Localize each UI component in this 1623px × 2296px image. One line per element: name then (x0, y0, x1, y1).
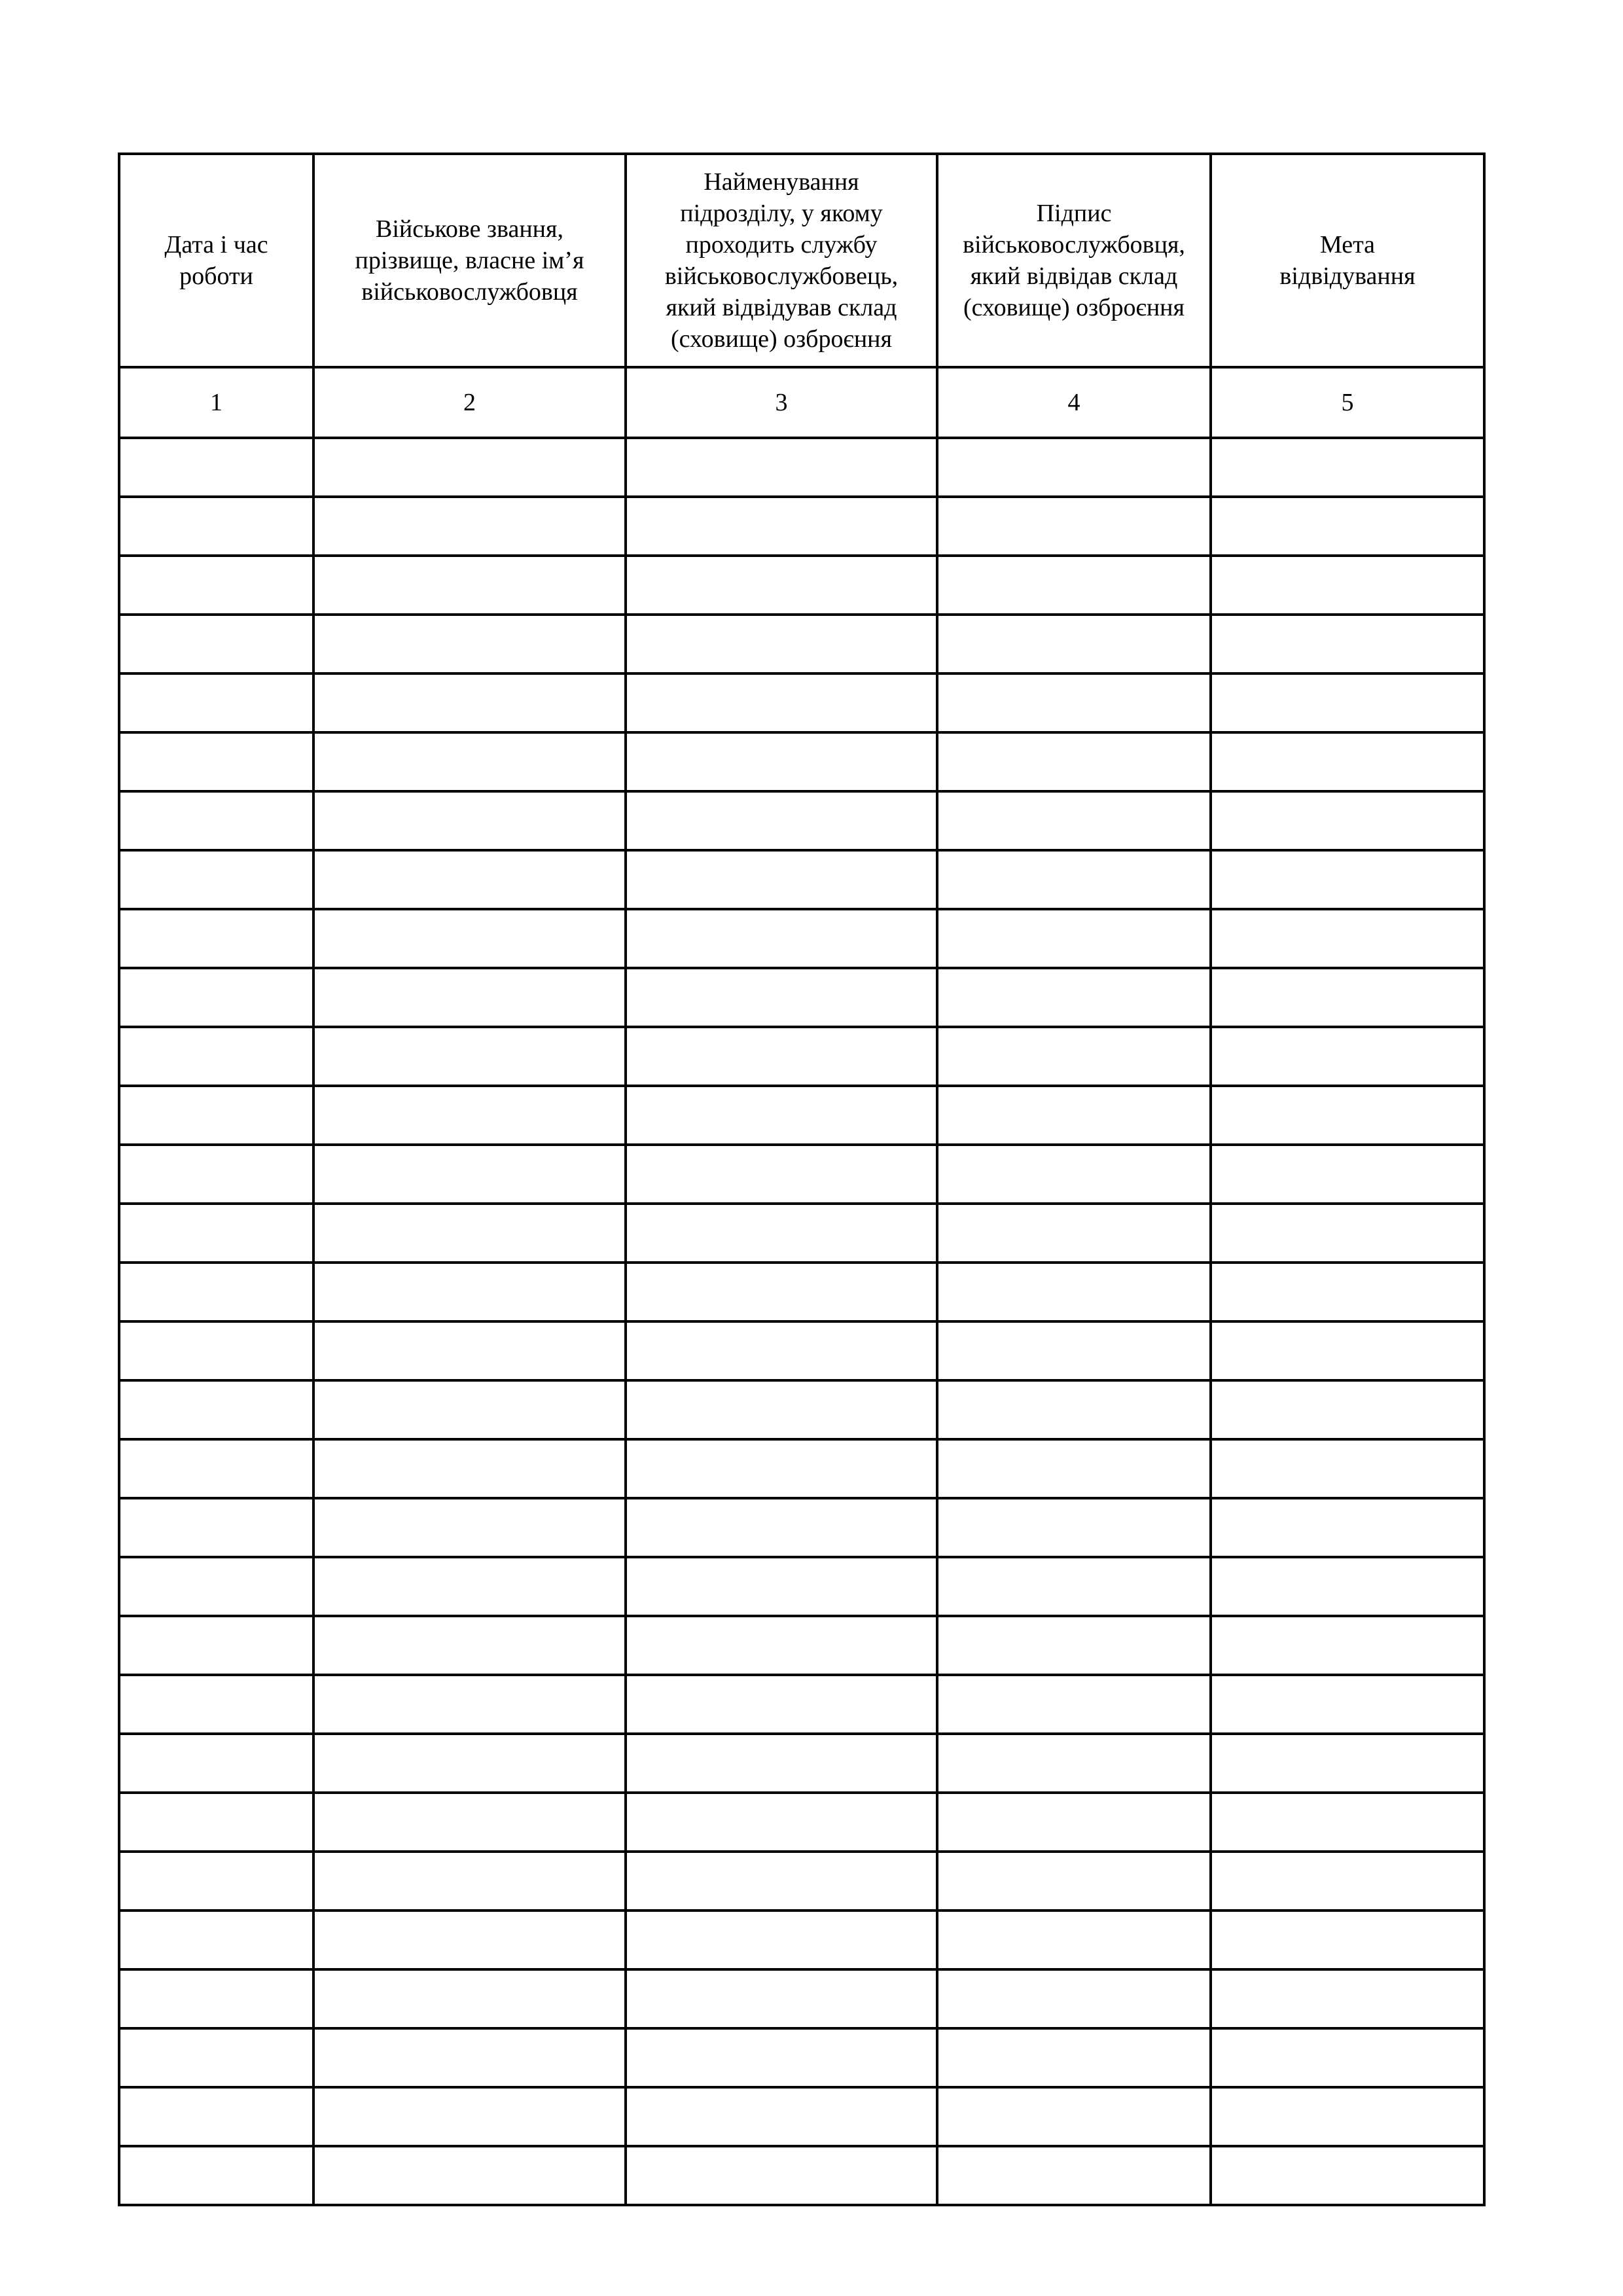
table-cell[interactable] (937, 1675, 1211, 1734)
table-cell[interactable] (119, 791, 313, 850)
table-row (119, 1675, 1484, 1734)
table-cell[interactable] (119, 1086, 313, 1145)
table-row (119, 1793, 1484, 1852)
visit-register-table (118, 152, 1486, 2206)
table-cell[interactable] (626, 2087, 937, 2146)
table-cell[interactable] (119, 732, 313, 791)
table-cell[interactable] (937, 1380, 1211, 1439)
table-row (119, 1852, 1484, 1910)
table-cell[interactable] (1211, 1204, 1484, 1263)
table-cell[interactable] (119, 673, 313, 732)
table-cell[interactable] (119, 2146, 313, 2205)
table-cell[interactable] (626, 1380, 937, 1439)
table-cell[interactable] (313, 1910, 626, 1969)
table-row (119, 2028, 1484, 2087)
table-cell[interactable] (1211, 673, 1484, 732)
table-row (119, 850, 1484, 909)
table-cell[interactable] (1211, 1145, 1484, 1204)
table-cell[interactable] (937, 2028, 1211, 2087)
table-cell[interactable] (1211, 1969, 1484, 2028)
table-cell[interactable] (119, 1734, 313, 1793)
table-cell[interactable] (313, 1557, 626, 1616)
table-cell[interactable] (119, 1380, 313, 1439)
table-cell[interactable] (1211, 1321, 1484, 1380)
table-cell[interactable] (119, 2087, 313, 2146)
table-row (119, 1557, 1484, 1616)
table-cell[interactable] (1211, 968, 1484, 1027)
table-cell[interactable] (313, 1204, 626, 1263)
table-cell[interactable] (1211, 1616, 1484, 1675)
table-cell[interactable] (626, 1204, 937, 1263)
table-cell[interactable] (313, 556, 626, 615)
table-cell[interactable] (626, 1852, 937, 1910)
table-cell[interactable] (119, 1557, 313, 1616)
table-row (119, 1027, 1484, 1086)
table-cell[interactable] (937, 615, 1211, 673)
table-cell[interactable] (313, 2028, 626, 2087)
table-cell[interactable] (626, 615, 937, 673)
column-number: 2 (313, 367, 626, 438)
table-cell[interactable] (626, 556, 937, 615)
table-cell[interactable] (119, 1145, 313, 1204)
table-cell[interactable] (1211, 556, 1484, 615)
table-cell[interactable] (313, 1969, 626, 2028)
table-cell[interactable] (1211, 1734, 1484, 1793)
table-cell[interactable] (937, 1910, 1211, 1969)
table-cell[interactable] (626, 1086, 937, 1145)
table-row (119, 1145, 1484, 1204)
table-cell[interactable] (313, 497, 626, 556)
table-cell[interactable] (119, 1498, 313, 1557)
table-cell[interactable] (1211, 909, 1484, 968)
table-cell[interactable] (119, 1969, 313, 2028)
table-row (119, 2146, 1484, 2205)
table-cell[interactable] (626, 1734, 937, 1793)
table-cell[interactable] (1211, 1263, 1484, 1321)
table-row (119, 791, 1484, 850)
table-cell[interactable] (313, 1439, 626, 1498)
table-row (119, 1969, 1484, 2028)
table-cell[interactable] (937, 1321, 1211, 1380)
table-cell[interactable] (626, 1616, 937, 1675)
table-cell[interactable] (119, 2028, 313, 2087)
table-cell[interactable] (1211, 1027, 1484, 1086)
table-cell[interactable] (937, 1557, 1211, 1616)
table-cell[interactable] (937, 1086, 1211, 1145)
table-cell[interactable] (626, 1793, 937, 1852)
table-cell[interactable] (119, 556, 313, 615)
table-cell[interactable] (1211, 1439, 1484, 1498)
table-cell[interactable] (1211, 2146, 1484, 2205)
table-row (119, 615, 1484, 673)
table-cell[interactable] (626, 1027, 937, 1086)
table-cell[interactable] (937, 2087, 1211, 2146)
table-cell[interactable] (626, 1557, 937, 1616)
table-cell[interactable] (937, 791, 1211, 850)
table-row (119, 673, 1484, 732)
table-cell[interactable] (119, 1675, 313, 1734)
table-cell[interactable] (626, 850, 937, 909)
table-row (119, 1086, 1484, 1145)
table-cell[interactable] (313, 1734, 626, 1793)
table-cell[interactable] (313, 1498, 626, 1557)
table-cell[interactable] (626, 1969, 937, 2028)
table-cell[interactable] (626, 1675, 937, 1734)
table-cell[interactable] (1211, 1910, 1484, 1969)
column-header-rank-name: Військове звання, прізвище, власне ім’я військовослужбовця (313, 154, 626, 367)
table-row (119, 438, 1484, 497)
table-row (119, 497, 1484, 556)
table-cell[interactable] (626, 1439, 937, 1498)
column-number: 5 (1211, 367, 1484, 438)
table-cell[interactable] (119, 1321, 313, 1380)
table-cell[interactable] (313, 2146, 626, 2205)
table-cell[interactable] (313, 1086, 626, 1145)
table-cell[interactable] (313, 732, 626, 791)
table-cell[interactable] (937, 1439, 1211, 1498)
table-cell[interactable] (1211, 1380, 1484, 1439)
table-row (119, 2087, 1484, 2146)
table-cell[interactable] (313, 2087, 626, 2146)
table-cell[interactable] (1211, 1793, 1484, 1852)
table-cell[interactable] (313, 909, 626, 968)
table-cell[interactable] (626, 909, 937, 968)
table-cell[interactable] (626, 791, 937, 850)
table-cell[interactable] (937, 1852, 1211, 1910)
table-cell[interactable] (119, 1204, 313, 1263)
table-cell[interactable] (1211, 1557, 1484, 1616)
table-row (119, 1910, 1484, 1969)
table-cell[interactable] (626, 1321, 937, 1380)
table-cell[interactable] (626, 968, 937, 1027)
table-cell[interactable] (313, 850, 626, 909)
table-cell[interactable] (313, 1145, 626, 1204)
table-cell[interactable] (937, 909, 1211, 968)
table-row (119, 1380, 1484, 1439)
table-cell[interactable] (313, 1793, 626, 1852)
column-header-unit-name: Найменування підрозділу, у якому проходить службу військовослужбовець, який відвідував склад (сховище) озброєння (626, 154, 937, 367)
table-cell[interactable] (119, 1439, 313, 1498)
table-row (119, 556, 1484, 615)
table-cell[interactable] (313, 1852, 626, 1910)
table-cell[interactable] (937, 1793, 1211, 1852)
table-cell[interactable] (937, 1027, 1211, 1086)
column-header-date-time: Дата і час роботи (119, 154, 313, 367)
column-number-row (119, 367, 1484, 438)
table-cell[interactable] (937, 2146, 1211, 2205)
table-row (119, 1498, 1484, 1557)
column-header-signature: Підпис військовослужбовця, який відвідав склад (сховище) озброєння (937, 154, 1211, 367)
column-number: 1 (119, 367, 313, 438)
table-row (119, 732, 1484, 791)
table-cell[interactable] (1211, 1852, 1484, 1910)
table-cell[interactable] (937, 1145, 1211, 1204)
table-cell[interactable] (937, 968, 1211, 1027)
table-cell[interactable] (119, 1027, 313, 1086)
column-number: 4 (937, 367, 1211, 438)
table-cell[interactable] (313, 673, 626, 732)
table-cell[interactable] (313, 1675, 626, 1734)
table-row (119, 1263, 1484, 1321)
table-cell[interactable] (937, 1969, 1211, 2028)
table-cell[interactable] (1211, 2028, 1484, 2087)
column-header-visit-purpose: Мета відвідування (1211, 154, 1484, 367)
table-cell[interactable] (937, 1498, 1211, 1557)
table-cell[interactable] (119, 1263, 313, 1321)
table-row (119, 909, 1484, 968)
table-cell[interactable] (937, 497, 1211, 556)
table-cell[interactable] (119, 497, 313, 556)
table-cell[interactable] (626, 497, 937, 556)
table-cell[interactable] (1211, 1086, 1484, 1145)
table-cell[interactable] (119, 1616, 313, 1675)
table-cell[interactable] (119, 850, 313, 909)
table-row (119, 968, 1484, 1027)
table-cell[interactable] (1211, 791, 1484, 850)
table-cell[interactable] (626, 438, 937, 497)
table-cell[interactable] (1211, 438, 1484, 497)
table-row (119, 1204, 1484, 1263)
table-cell[interactable] (119, 615, 313, 673)
table-cell[interactable] (937, 1204, 1211, 1263)
table-row (119, 1616, 1484, 1675)
table-cell[interactable] (313, 1616, 626, 1675)
column-number: 3 (626, 367, 937, 438)
table-cell[interactable] (313, 1263, 626, 1321)
table-header-row (119, 154, 1484, 367)
table-cell[interactable] (1211, 2087, 1484, 2146)
table-cell[interactable] (119, 909, 313, 968)
table-cell[interactable] (626, 1498, 937, 1557)
table-cell[interactable] (313, 968, 626, 1027)
table-cell[interactable] (313, 438, 626, 497)
table-cell[interactable] (937, 438, 1211, 497)
table-cell[interactable] (313, 791, 626, 850)
table-cell[interactable] (937, 673, 1211, 732)
table-cell[interactable] (626, 732, 937, 791)
table-cell[interactable] (937, 1734, 1211, 1793)
table-row (119, 1734, 1484, 1793)
table-cell[interactable] (119, 1852, 313, 1910)
table-cell[interactable] (937, 850, 1211, 909)
table-row (119, 1439, 1484, 1498)
table-cell[interactable] (937, 556, 1211, 615)
table-cell[interactable] (1211, 497, 1484, 556)
table-cell[interactable] (119, 1910, 313, 1969)
table-cell[interactable] (313, 615, 626, 673)
table-cell[interactable] (626, 1910, 937, 1969)
table-cell[interactable] (119, 438, 313, 497)
table-cell[interactable] (937, 1263, 1211, 1321)
table-cell[interactable] (626, 673, 937, 732)
table-cell[interactable] (1211, 615, 1484, 673)
table-cell[interactable] (313, 1380, 626, 1439)
table-cell[interactable] (1211, 732, 1484, 791)
table-cell[interactable] (626, 2028, 937, 2087)
table-cell[interactable] (937, 732, 1211, 791)
table-cell[interactable] (119, 968, 313, 1027)
table-cell[interactable] (1211, 1498, 1484, 1557)
table-cell[interactable] (937, 1616, 1211, 1675)
table-cell[interactable] (119, 1793, 313, 1852)
table-cell[interactable] (626, 1145, 937, 1204)
table-cell[interactable] (313, 1321, 626, 1380)
table-row (119, 1321, 1484, 1380)
table-cell[interactable] (626, 1263, 937, 1321)
table-cell[interactable] (1211, 850, 1484, 909)
table-cell[interactable] (1211, 1675, 1484, 1734)
table-cell[interactable] (626, 2146, 937, 2205)
table-cell[interactable] (313, 1027, 626, 1086)
